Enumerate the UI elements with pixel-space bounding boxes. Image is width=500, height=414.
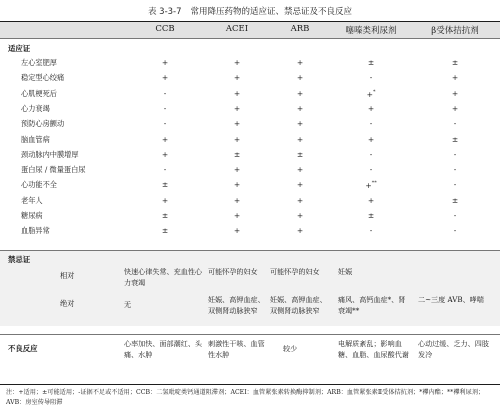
indication-mark: - (369, 226, 373, 236)
indication-mark: - (453, 165, 457, 175)
table-footnote: 注：+适用；±可能适用；-证据不足或不适用；CCB：二氢吡啶类钙通道阻滞剂；ACEI：血管紧张素转换酶抑制剂；ARB：血管紧张素Ⅱ受体拮抗剂；*襻内酯；**襻利尿剂；AVB：房室传导阻滞 (6, 389, 485, 406)
adverse-diuretic: 电解质紊乱；影响血糖、血脂、血尿酸代谢 (338, 339, 409, 359)
indication-mark: - (369, 73, 373, 83)
indication-mark: + (233, 180, 241, 190)
indication-mark: + (451, 73, 459, 83)
header-row (0, 22, 500, 38)
indication-mark: + (451, 103, 459, 113)
indication-label: 心肌梗死后 (21, 88, 57, 98)
adverse-arb: 较少 (283, 344, 298, 353)
column-header-beta-blocker: β受体拮抗剂 (431, 26, 479, 36)
adverse-beta-blocker: 心动过缓、乏力、四肢发冷 (418, 339, 489, 359)
footnote-marker: ** (371, 180, 377, 187)
indication-mark: + (367, 195, 375, 205)
indication-mark: + (233, 103, 241, 113)
adverse-ccb: 心率加快、面部潮红、头痛、水肿 (124, 339, 203, 359)
indication-mark: ± (161, 180, 169, 190)
indication-mark: ± (296, 149, 304, 159)
indication-mark: ± (451, 195, 459, 205)
footnote-marker: * (372, 88, 376, 95)
indication-mark: + (233, 211, 241, 220)
indication-mark: + (367, 134, 375, 144)
indication-mark: - (369, 119, 373, 129)
indication-mark: + (296, 88, 304, 98)
indication-mark: + (296, 195, 304, 205)
contra-relative-arb: 可能怀孕的妇女 (270, 267, 320, 276)
indication-mark: - (453, 211, 457, 220)
indication-mark: ± (161, 211, 169, 220)
indication-mark: ± (233, 149, 241, 159)
contra-absolute-label: 绝对 (60, 299, 75, 308)
section-indications: 适应证 (8, 44, 31, 53)
contra-relative-ccb: 快速心律失常、充血性心力衰竭 (124, 267, 203, 287)
column-header-ccb: CCB (155, 24, 175, 34)
indication-mark: + (233, 88, 241, 98)
indication-label: 糖尿病 (21, 211, 43, 220)
adverse-acei: 刺激性干咳、血管性水肿 (208, 339, 265, 359)
indication-label: 心力衰竭 (21, 103, 50, 113)
indication-mark: + (233, 58, 241, 67)
indication-mark: + (161, 195, 169, 205)
contra-absolute-beta-blocker: 二~三度 AVB、哮喘 (418, 295, 484, 304)
indication-mark: + (296, 134, 304, 144)
indication-mark: - (163, 88, 167, 98)
contra-relative-diuretic: 妊娠 (338, 267, 353, 276)
indication-mark: + (161, 134, 169, 144)
indication-label: 颈动脉内中膜增厚 (21, 149, 79, 159)
contra-absolute-acei: 妊娠、高钾血症、双侧肾动脉狭窄 (208, 295, 265, 315)
table-caption: 常用降压药物的适应证、禁忌证及不良反应 (190, 7, 353, 17)
indication-mark: - (453, 180, 457, 190)
column-header-arb: ARB (290, 24, 310, 34)
indication-mark: + (233, 73, 241, 83)
contra-absolute-ccb: 无 (124, 300, 132, 309)
indication-mark: - (163, 119, 167, 129)
indication-mark: ± (367, 58, 375, 67)
contra-relative-acei: 可能怀孕的妇女 (208, 267, 258, 276)
bottom-rule (0, 384, 500, 385)
contra-absolute-arb: 妊娠、高钾血症、双侧肾动脉狭窄 (270, 295, 327, 315)
indication-mark: + (233, 165, 241, 175)
indication-mark: + (233, 195, 241, 205)
indication-label: 左心室肥厚 (21, 58, 57, 67)
indication-mark: + (161, 58, 169, 67)
indication-mark: + (233, 134, 241, 144)
header-rule (0, 38, 500, 39)
table-number: 表 3-3-7 (147, 7, 182, 17)
indication-mark: ± (161, 226, 169, 236)
indication-label: 预防心房颤动 (21, 119, 65, 129)
indication-mark: + (296, 103, 304, 113)
indication-mark: + (296, 73, 304, 83)
indication-mark: + (296, 226, 304, 236)
indication-mark: + (161, 149, 169, 159)
indication-mark: ± (367, 211, 375, 220)
indication-label: 脑血管病 (21, 134, 50, 144)
indication-mark: - (163, 103, 167, 113)
indication-mark: - (163, 165, 167, 175)
indication-mark: + (161, 73, 169, 83)
section-contraindications: 禁忌证 (8, 255, 31, 264)
indication-label: 血脂异常 (21, 226, 50, 236)
indication-mark: - (453, 119, 457, 129)
indication-mark: - (453, 149, 457, 159)
indication-mark: + (367, 103, 375, 113)
indication-mark: ± (451, 134, 459, 144)
indication-mark: + (296, 119, 304, 129)
indication-mark: - (453, 226, 457, 236)
indication-mark: ± (451, 58, 459, 67)
indication-label: 稳定型心绞痛 (21, 73, 65, 83)
column-header-diuretic: 噻嗪类利尿剂 (345, 26, 397, 36)
indication-mark: - (369, 149, 373, 159)
contra-absolute-diuretic: 痛风、高钙血症*、肾衰竭** (338, 295, 406, 315)
indication-mark: + (296, 211, 304, 220)
contra-relative-label: 相对 (60, 271, 75, 280)
indication-mark: + (451, 88, 459, 98)
indication-label: 老年人 (21, 195, 43, 205)
indication-mark: - (369, 165, 373, 175)
indication-mark: + (233, 226, 241, 236)
indication-mark: +** (365, 180, 377, 191)
indication-mark: + (296, 165, 304, 175)
indication-mark: + (296, 180, 304, 190)
section-adverse: 不良反应 (8, 344, 38, 353)
contra-rule (0, 334, 500, 335)
indication-mark: + (296, 58, 304, 67)
indication-mark: + (233, 119, 241, 129)
indication-label: 心功能不全 (21, 180, 57, 190)
indication-label: 蛋白尿 / 微量蛋白尿 (21, 165, 86, 175)
indication-mark: +* (366, 88, 376, 99)
column-header-acei: ACEI (225, 24, 249, 34)
table-title (0, 5, 500, 17)
